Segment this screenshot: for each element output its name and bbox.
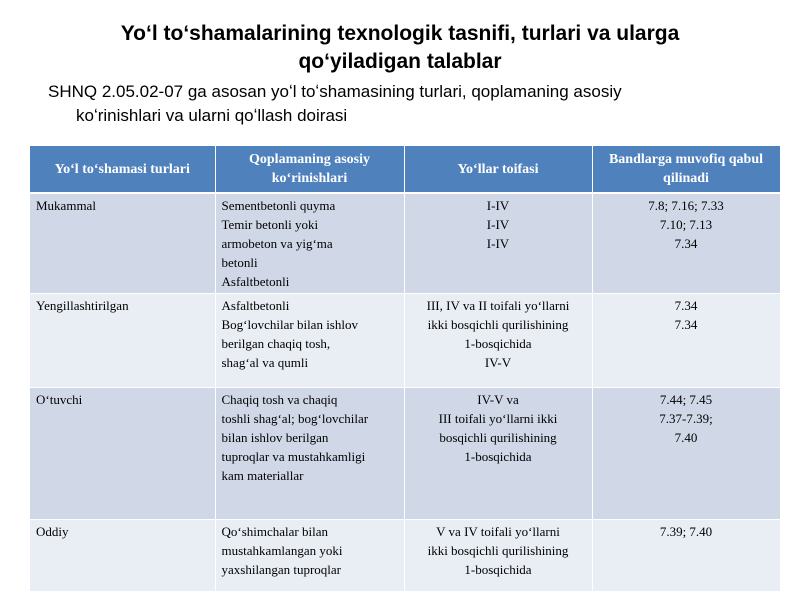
cell-line: IV-V va	[477, 392, 519, 407]
cell-road-categories	[404, 388, 592, 520]
cell-line: ikki bosqichli qurilishining	[427, 543, 569, 558]
cell-road-categories	[404, 520, 592, 592]
cell-line: V va IV toifali yoʻllarni	[436, 524, 560, 539]
cell-road-categories	[404, 294, 592, 388]
cell-line: 7.40	[674, 430, 698, 445]
cell-clauses	[592, 388, 780, 520]
cell-clauses	[592, 520, 780, 592]
header-clauses: Bandlarga muvofiq qabul qilinadi	[592, 146, 780, 193]
cell-pavement-type: Mukammal	[30, 193, 215, 294]
cell-pavement-type: Yengillashtirilgan	[30, 294, 215, 388]
cell-line: 7.34	[674, 298, 698, 313]
cell-clauses	[592, 294, 780, 388]
title-line-1: Yoʻl toʻshamalarining texnologik tasnifi, turlari va ularga	[120, 22, 680, 45]
cell-line: 7.39; 7.40	[659, 524, 713, 539]
cell-line: 7.8; 7.16; 7.33	[648, 198, 724, 213]
cell-road-categories	[404, 193, 592, 294]
table-row	[30, 520, 780, 592]
cell-line: 7.10; 7.13	[659, 217, 713, 232]
subtitle-line-1: SHNQ 2.05.02-07 ga asosan yoʻl toʻshamasining turlari, qoplamaning asosiy	[48, 82, 622, 101]
cell-line: I-IV	[486, 236, 510, 251]
header-road-categories: Yoʻllar toifasi	[404, 146, 592, 193]
cell-coverings	[215, 294, 404, 388]
table-row	[30, 294, 780, 388]
cell-line: Temir betonli yoki	[221, 217, 319, 232]
cell-line: kam materiallar	[221, 468, 304, 483]
cell-line: 1-bosqichida	[464, 336, 532, 351]
cell-line: shagʻal va qumli	[221, 355, 309, 370]
slide-subtitle	[48, 80, 768, 128]
cell-line: III toifali yoʻllarni ikki	[438, 411, 558, 426]
cell-pavement-type: Oddiy	[30, 520, 215, 592]
cell-line: Qoʻshimchalar bilan	[221, 524, 328, 539]
cell-line: III, IV va II toifali yoʻllarni	[426, 298, 570, 313]
table-row	[30, 388, 780, 520]
header-pavement-types: Yoʻl toʻshamasi turlari	[30, 146, 215, 193]
road-pavement-table	[30, 146, 781, 592]
cell-line: mustahkamlangan yoki	[221, 543, 343, 558]
cell-line: 7.44; 7.45	[659, 392, 713, 407]
cell-coverings	[215, 193, 404, 294]
cell-line: yaxshilangan tuproqlar	[221, 562, 341, 577]
cell-coverings	[215, 388, 404, 520]
cell-line: ikki bosqichli qurilishining	[427, 317, 569, 332]
cell-line: bosqichli qurilishining	[439, 430, 557, 445]
cell-line: 7.37-7.39;	[659, 411, 713, 426]
cell-line: betonli	[221, 255, 258, 270]
cell-line: armobeton va yigʻma	[221, 236, 333, 251]
header-coverings: Qoplamaning asosiy koʻrinishlari	[215, 146, 404, 193]
title-line-2: qoʻyiladigan talablar	[298, 50, 502, 73]
cell-line: bilan ishlov berilgan	[221, 430, 329, 445]
cell-line: Asfaltbetonli	[221, 298, 290, 313]
cell-line: Bogʻlovchilar bilan ishlov	[221, 317, 358, 332]
cell-line: Asfaltbetonli	[221, 274, 290, 289]
cell-line: 7.34	[674, 317, 698, 332]
cell-line: toshli shagʻal; bogʻlovchilar	[221, 411, 369, 426]
cell-line: I-IV	[486, 198, 510, 213]
subtitle-line-2: koʻrinishlari va ularni qoʻllash doirasi	[76, 106, 348, 125]
table-row	[30, 193, 780, 294]
cell-line: 1-bosqichida	[464, 562, 532, 577]
cell-pavement-type: Oʻtuvchi	[30, 388, 215, 520]
table-header-row	[30, 146, 780, 193]
cell-clauses	[592, 193, 780, 294]
cell-line: berilgan chaqiq tosh,	[221, 336, 331, 351]
cell-coverings	[215, 520, 404, 592]
cell-line: I-IV	[486, 217, 510, 232]
cell-line: 1-bosqichida	[464, 449, 532, 464]
slide-title	[60, 20, 740, 76]
cell-line: IV-V	[484, 355, 512, 370]
cell-line: 7.34	[674, 236, 698, 251]
cell-line: Chaqiq tosh va chaqiq	[221, 392, 338, 407]
cell-line: Sementbetonli quyma	[221, 198, 336, 213]
cell-line: tuproqlar va mustahkamligi	[221, 449, 366, 464]
